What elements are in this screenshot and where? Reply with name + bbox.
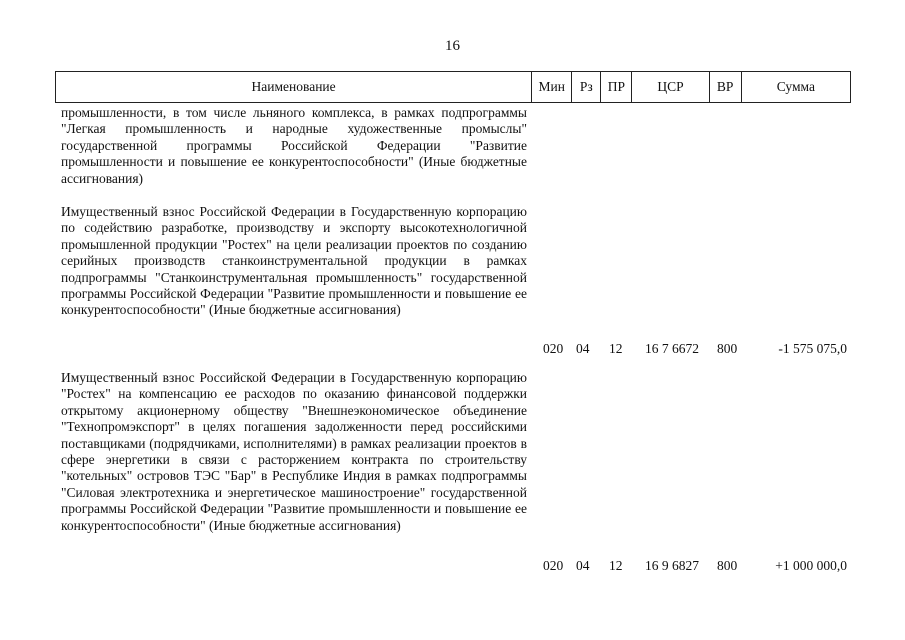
header-pr: ПР bbox=[601, 72, 632, 103]
cell-rz: 04 bbox=[576, 558, 590, 573]
header-sum: Сумма bbox=[741, 72, 850, 103]
header-vr: ВР bbox=[709, 72, 741, 103]
row-name: промышленности, в том числе льняного комплекса, в рамках подпрограммы "Легкая промышленность и народные художественные промыслы" государственной программы Российской Федерации "Развитие промышленности и повышение ее конкурентоспособности" (Иные бюджетные ассигнования) bbox=[61, 105, 527, 186]
header-name: Наименование bbox=[56, 72, 532, 103]
cell-sum: -1 575 075,0 bbox=[778, 341, 847, 356]
row-codes bbox=[528, 558, 851, 575]
header-min: Мин bbox=[532, 72, 572, 103]
cell-vr: 800 bbox=[717, 558, 738, 573]
cell-pr: 12 bbox=[609, 341, 623, 356]
page-number: 16 bbox=[445, 38, 460, 54]
cell-sum: +1 000 000,0 bbox=[775, 558, 847, 573]
row-name: Имущественный взнос Российской Федерации в Государственную корпорацию "Ростех" на компенсацию ее расходов по оказанию финансовой поддержки открытому акционерному обществу "Внешнеэкономическое объединение "Технопромэкспорт" в целях погашения задолженности перед российскими поставщиками (подрядчиками, исполнителями) в рамках реализации проектов в сфере энергетики в связи с расторжением контракта по строительству "котельных" островов ТЭС "Бар" в Республике Индия в рамках подпрограммы "Силовая электротехника и энергетическое машиностроение" государственной программы Российской Федерации "Развитие промышленности и повышение ее конкурентоспособности" (Иные бюджетные ассигнования) bbox=[61, 370, 527, 533]
table-header bbox=[55, 71, 851, 103]
table-row bbox=[61, 105, 527, 187]
row-name: Имущественный взнос Российской Федерации в Государственную корпорацию по содействию разработке, производству и экспорту высокотехнологичной промышленной продукции "Ростех" на цели реализации проектов по созданию серийных производств станкоинструментальной продукции в рамках подпрограммы "Станкоинструментальная промышленность" государственной программы Российской Федерации "Развитие промышленности и повышение ее конкурентоспособности" (Иные бюджетные ассигнования) bbox=[61, 204, 527, 318]
header-csr: ЦСР bbox=[632, 72, 709, 103]
table-row bbox=[61, 370, 527, 534]
cell-vr: 800 bbox=[717, 341, 738, 356]
cell-min: 020 bbox=[543, 558, 564, 573]
cell-rz: 04 bbox=[576, 341, 590, 356]
row-codes bbox=[528, 341, 851, 358]
cell-min: 020 bbox=[543, 341, 564, 356]
cell-csr: 16 9 6827 bbox=[645, 558, 699, 573]
cell-pr: 12 bbox=[609, 558, 623, 573]
table-row bbox=[61, 204, 527, 319]
cell-csr: 16 7 6672 bbox=[645, 341, 699, 356]
header-rz: Рз bbox=[572, 72, 601, 103]
